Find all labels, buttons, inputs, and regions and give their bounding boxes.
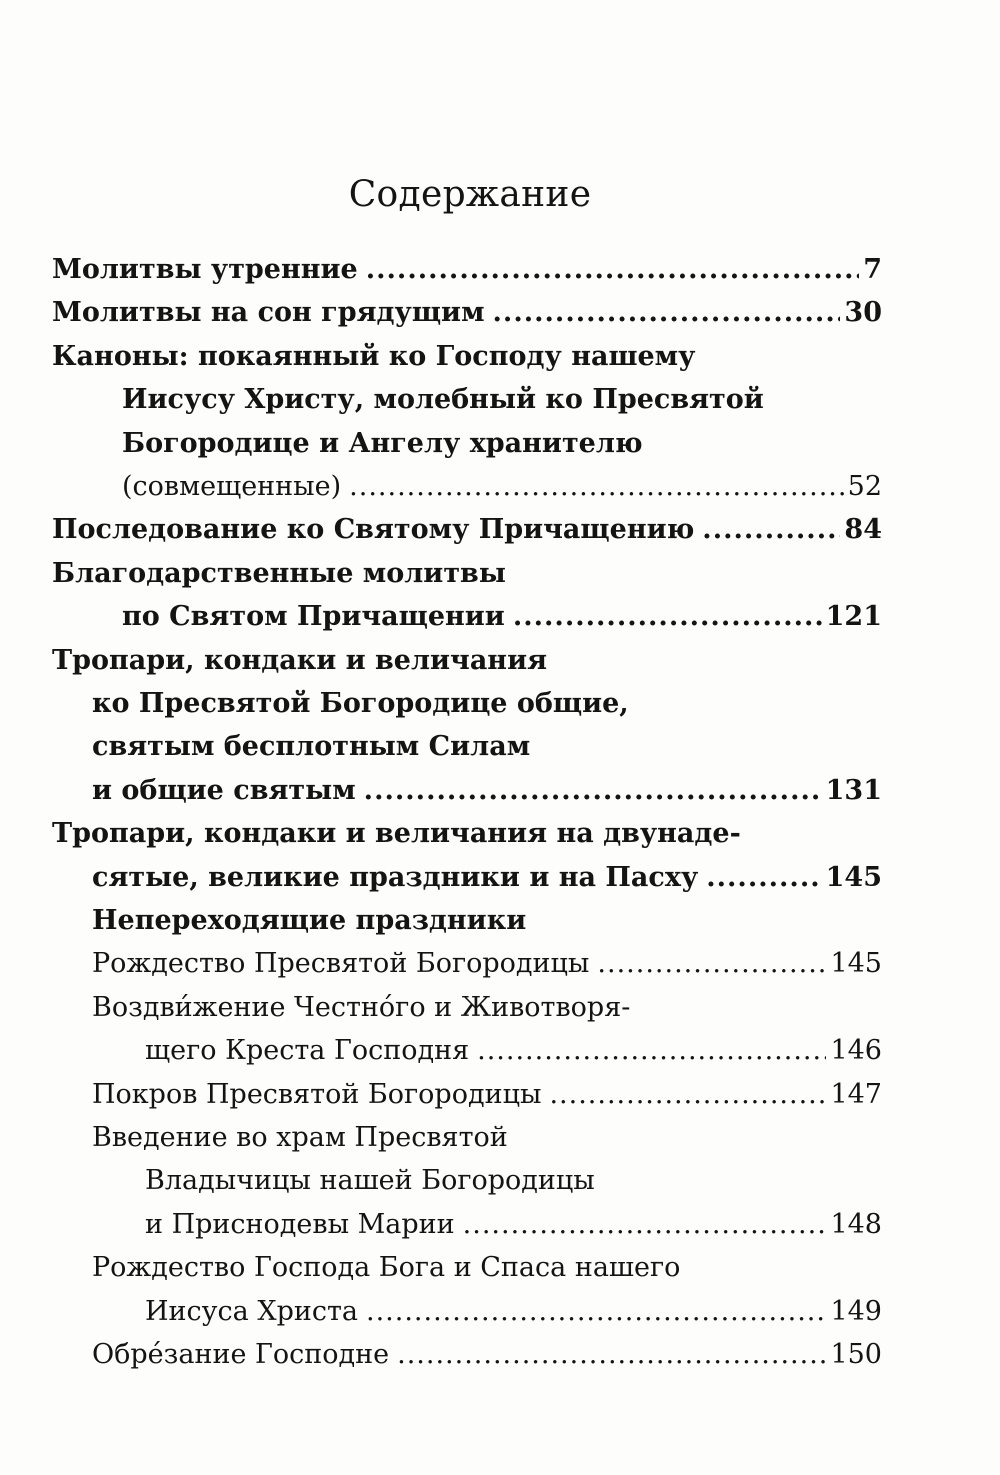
dot-leader <box>477 1031 826 1071</box>
dot-leader <box>366 250 859 290</box>
toc-entry <box>52 554 506 594</box>
toc-entry-title: (совмещенные) <box>122 471 342 502</box>
toc-entry-title: Тропари, кондаки и величания на двунаде- <box>52 818 741 850</box>
dot-leader <box>463 1205 827 1245</box>
toc-entry-title: Рождество Господа Бога и Спаса нашего <box>92 1252 681 1284</box>
toc-entry-page-number: 150 <box>830 1339 882 1370</box>
toc-entry-title: Каноны: покаянный ко Господу нашему <box>52 340 696 372</box>
toc-entry-page-number: 84 <box>844 514 882 546</box>
toc-entry-title: Воздви́жение Честно́го и Животворя- <box>92 991 631 1023</box>
dot-leader <box>597 944 826 984</box>
toc-entry-title: ко Пресвятой Богородице общие, <box>92 688 629 719</box>
dot-leader <box>493 293 841 333</box>
toc-entry <box>122 467 882 507</box>
page-title: Содержание <box>348 174 592 216</box>
dot-leader <box>366 1292 826 1332</box>
toc-entry-title: и общие святым <box>92 774 356 806</box>
toc-entry <box>52 337 695 377</box>
toc-entry <box>145 1205 882 1245</box>
toc-entry-page-number: 121 <box>825 601 882 633</box>
toc-entry <box>92 901 526 941</box>
toc-entry <box>92 727 530 767</box>
toc-entry-title: Иисусу Христу, молебный ко Пресвятой <box>122 384 764 416</box>
dot-leader <box>513 597 822 637</box>
toc-entry <box>122 597 882 637</box>
toc-entry <box>92 684 629 724</box>
toc-entry-title: Иисуса Христа <box>145 1295 359 1327</box>
toc-entry <box>92 1335 882 1375</box>
dot-leader <box>706 858 821 898</box>
toc-entry-title: Владычицы нашей Богородицы <box>145 1165 595 1197</box>
toc-entry-title: Богородице и Ангелу хранителю <box>122 427 643 459</box>
toc-entry-title: Покров Пресвятой Богородицы <box>92 1078 542 1110</box>
toc-entry <box>145 1292 882 1332</box>
toc-entry <box>145 1031 882 1071</box>
toc-entry <box>92 944 882 984</box>
toc-entry-page-number: 148 <box>830 1208 882 1240</box>
toc-entry-page-number: 146 <box>830 1035 882 1067</box>
toc-entry-title: Непереходящие праздники <box>92 905 527 936</box>
toc-entry <box>52 510 882 550</box>
dot-leader <box>349 467 843 507</box>
toc-entry-title: святым бесплотным Силам <box>92 731 531 763</box>
toc-entry-page-number: 30 <box>844 297 882 329</box>
toc-entry-title: Благодарственные молитвы <box>52 557 506 589</box>
toc-entry-title: Молитвы утренние <box>52 254 358 285</box>
toc-entry-title: и Приснодевы Марии <box>145 1208 455 1240</box>
toc-entry <box>122 424 643 464</box>
toc-entry-title: Последование ко Святому Причащению <box>52 514 695 546</box>
toc-entry-page-number: 147 <box>830 1078 882 1110</box>
dot-leader <box>702 510 840 550</box>
toc-entry <box>92 771 882 811</box>
toc-entry-title: щего Креста Господня <box>145 1035 470 1067</box>
toc-entry <box>92 1118 508 1158</box>
dot-leader <box>397 1335 826 1375</box>
toc-entry <box>92 1075 882 1115</box>
dot-leader <box>549 1075 826 1115</box>
toc-entry-page-number: 131 <box>825 774 882 806</box>
toc-entry-title: Тропари, кондаки и величания <box>52 644 548 676</box>
toc-entry-page-number: 145 <box>825 861 882 893</box>
toc-entry-page-number: 149 <box>830 1295 882 1327</box>
toc-entry <box>52 250 882 290</box>
toc-entry-title: Обре́зание Господне <box>92 1339 390 1370</box>
dot-leader <box>364 771 822 811</box>
toc-entry <box>92 988 630 1028</box>
toc-entry-title: Рождество Пресвятой Богородицы <box>92 948 590 980</box>
toc-entry-title: сятые, великие праздники и на Пасху <box>92 861 699 893</box>
toc-entry-title: Введение во храм Пресвятой <box>92 1122 508 1153</box>
toc-entry <box>52 641 547 681</box>
toc-entry-page-number: 52 <box>847 471 882 502</box>
toc-entry <box>92 858 882 898</box>
toc-entry-page-number: 7 <box>863 254 882 285</box>
toc-entry-title: Молитвы на сон грядущим <box>52 297 485 329</box>
toc-entry <box>145 1161 595 1201</box>
toc-entry <box>122 380 764 420</box>
toc-entry <box>92 1248 680 1288</box>
toc-entry <box>52 814 741 854</box>
toc-entry-page-number: 145 <box>830 948 882 980</box>
toc-entry <box>52 293 882 333</box>
toc-entry-title: по Святом Причащении <box>122 601 505 633</box>
